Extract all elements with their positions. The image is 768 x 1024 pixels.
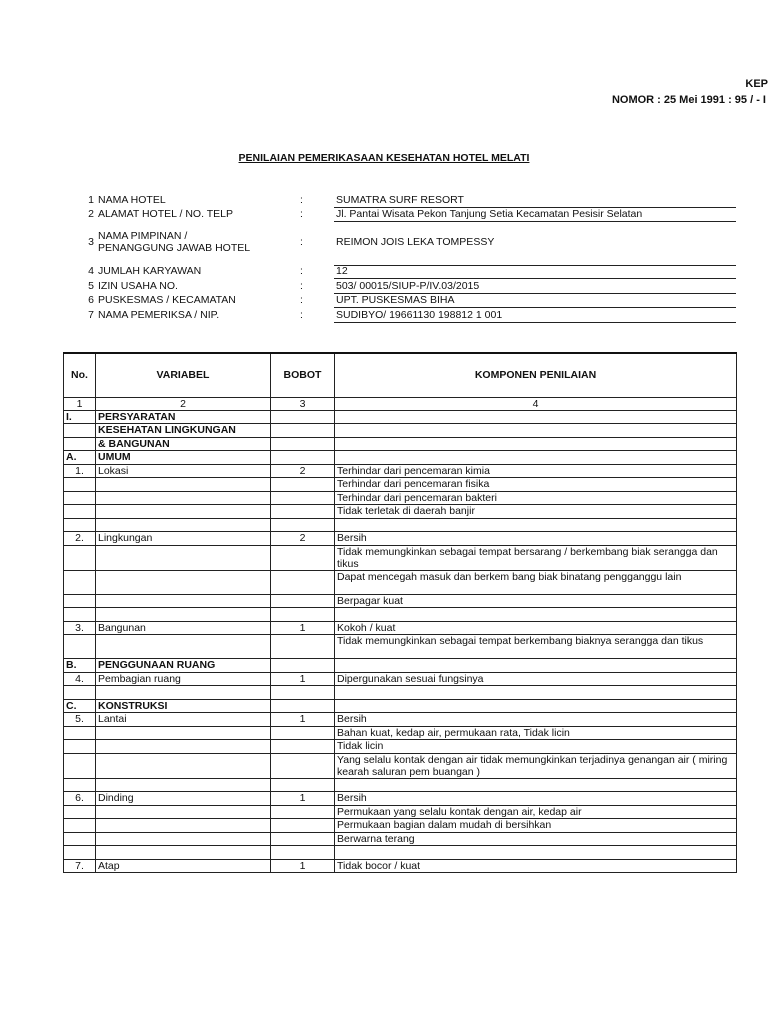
table-row <box>64 778 737 792</box>
cell-no <box>64 635 96 659</box>
cell-komponen: Dapat mencegah masuk dan berkem bang biak binatang pengganggu lain <box>335 570 737 594</box>
cell-variabel <box>96 778 271 792</box>
cell-bobot <box>271 778 335 792</box>
cell-bobot <box>271 424 335 438</box>
cell-komponen: Tidak memungkinkan sebagai tempat berkembang biaknya serangga dan tikus <box>335 635 737 659</box>
cell-variabel: Lingkungan <box>96 532 271 546</box>
cell-no <box>64 778 96 792</box>
assessment-table <box>63 352 737 873</box>
cell-no <box>64 753 96 778</box>
table-row <box>64 805 737 819</box>
table-row <box>64 713 737 727</box>
cell-no <box>64 437 96 451</box>
cell-bobot: 1 <box>271 859 335 873</box>
cell-komponen: Terhindar dari pencemaran fisika <box>335 478 737 492</box>
cell-komponen: Yang selalu kontak dengan air tidak memungkinkan terjadinya genangan air ( miring kearah saluran pem buangan ) <box>335 753 737 778</box>
cell-bobot <box>271 608 335 622</box>
underline <box>334 278 736 279</box>
cell-variabel <box>96 608 271 622</box>
cell-bobot <box>271 819 335 833</box>
cell-variabel: & BANGUNAN <box>96 437 271 451</box>
cell-variabel: KESEHATAN LINGKUNGAN <box>96 424 271 438</box>
info-colon: : <box>300 194 303 206</box>
cell-komponen: Tidak memungkinkan sebagai tempat bersarang / berkembang biak serangga dan tikus <box>335 545 737 570</box>
cell-komponen <box>335 424 737 438</box>
table-row <box>64 846 737 860</box>
table-row <box>64 699 737 713</box>
cell-komponen: Tidak bocor / kuat <box>335 859 737 873</box>
subheader-2: 2 <box>96 397 271 410</box>
cell-variabel <box>96 518 271 532</box>
table-row <box>64 545 737 570</box>
table-row <box>64 859 737 873</box>
cell-no: 2. <box>64 532 96 546</box>
cell-bobot <box>271 594 335 608</box>
info-num: 2 <box>88 208 94 220</box>
info-label-line2: PENANGGUNG JAWAB HOTEL <box>98 242 251 254</box>
cell-bobot <box>271 832 335 846</box>
cell-no <box>64 594 96 608</box>
cell-komponen <box>335 410 737 424</box>
cell-bobot: 1 <box>271 672 335 686</box>
underline <box>334 322 736 323</box>
info-value: Jl. Pantai Wisata Pekon Tanjung Setia Kecamatan Pesisir Selatan <box>336 208 643 220</box>
cell-bobot <box>271 686 335 700</box>
table-subheader-row <box>64 397 737 410</box>
cell-variabel: Lantai <box>96 713 271 727</box>
cell-bobot <box>271 545 335 570</box>
header-variabel: VARIABEL <box>96 353 271 397</box>
table-row <box>64 659 737 673</box>
cell-bobot: 2 <box>271 464 335 478</box>
cell-variabel: PERSYARATAN <box>96 410 271 424</box>
cell-variabel <box>96 635 271 659</box>
cell-komponen: Tidak licin <box>335 740 737 754</box>
table-row <box>64 570 737 594</box>
table-row <box>64 726 737 740</box>
info-value: 12 <box>336 265 348 277</box>
info-colon: : <box>300 280 303 292</box>
cell-no: 7. <box>64 859 96 873</box>
table-row <box>64 832 737 846</box>
underline <box>334 307 736 308</box>
cell-no: 3. <box>64 621 96 635</box>
cell-komponen <box>335 608 737 622</box>
cell-bobot <box>271 635 335 659</box>
table-row <box>64 594 737 608</box>
cell-komponen: Terhindar dari pencemaran kimia <box>335 464 737 478</box>
cell-variabel <box>96 570 271 594</box>
underline <box>334 221 736 222</box>
cell-komponen: Kokoh / kuat <box>335 621 737 635</box>
cell-bobot <box>271 410 335 424</box>
table-row <box>64 792 737 806</box>
info-num: 3 <box>88 236 94 248</box>
cell-no <box>64 478 96 492</box>
header-fragment: KEP <box>745 78 768 90</box>
table-row <box>64 424 737 438</box>
info-value: 503/ 00015/SIUP-P/IV.03/2015 <box>336 280 480 292</box>
cell-variabel <box>96 832 271 846</box>
page-title: PENILAIAN PEMERIKASAAN KESEHATAN HOTEL MELATI <box>238 152 530 164</box>
cell-no <box>64 805 96 819</box>
info-label: ALAMAT HOTEL / NO. TELP <box>98 208 233 220</box>
cell-variabel <box>96 686 271 700</box>
cell-no: 1. <box>64 464 96 478</box>
nomor-line: NOMOR : 25 Mei 1991 : 95 / - I <box>611 94 766 106</box>
cell-bobot <box>271 659 335 673</box>
table-row <box>64 686 737 700</box>
subheader-4: 4 <box>335 397 737 410</box>
cell-variabel <box>96 491 271 505</box>
subheader-1: 1 <box>64 397 96 410</box>
cell-no <box>64 424 96 438</box>
cell-komponen: Terhindar dari pencemaran bakteri <box>335 491 737 505</box>
info-colon: : <box>300 208 303 220</box>
table-row <box>64 621 737 635</box>
cell-komponen: Bahan kuat, kedap air, permukaan rata, Tidak licin <box>335 726 737 740</box>
cell-no <box>64 819 96 833</box>
info-num: 4 <box>88 265 94 277</box>
cell-no <box>64 505 96 519</box>
header-bobot: BOBOT <box>271 353 335 397</box>
table-row <box>64 608 737 622</box>
cell-variabel <box>96 846 271 860</box>
cell-bobot <box>271 437 335 451</box>
cell-variabel: Pembagian ruang <box>96 672 271 686</box>
cell-komponen: Dipergunakan sesuai fungsinya <box>335 672 737 686</box>
cell-bobot <box>271 451 335 465</box>
info-value: SUDIBYO/ 19661130 198812 1 001 <box>336 309 503 321</box>
cell-bobot: 1 <box>271 792 335 806</box>
cell-variabel: Bangunan <box>96 621 271 635</box>
cell-bobot <box>271 478 335 492</box>
cell-variabel: Dinding <box>96 792 271 806</box>
cell-no: A. <box>64 451 96 465</box>
info-colon: : <box>300 309 303 321</box>
cell-bobot <box>271 505 335 519</box>
cell-variabel <box>96 805 271 819</box>
info-label: NAMA PIMPINAN / <box>98 230 188 242</box>
table-body <box>64 410 737 873</box>
info-value: SUMATRA SURF RESORT <box>336 194 464 206</box>
info-label: NAMA PEMERIKSA / NIP. <box>98 309 220 321</box>
table-row <box>64 505 737 519</box>
cell-no: 6. <box>64 792 96 806</box>
cell-komponen: Bersih <box>335 713 737 727</box>
cell-variabel <box>96 505 271 519</box>
cell-komponen <box>335 686 737 700</box>
info-value: REIMON JOIS LEKA TOMPESSY <box>336 236 495 248</box>
cell-variabel <box>96 819 271 833</box>
cell-bobot <box>271 570 335 594</box>
table-row <box>64 464 737 478</box>
info-label: IZIN USAHA NO. <box>98 280 178 292</box>
header-no: No. <box>64 353 96 397</box>
cell-komponen <box>335 518 737 532</box>
cell-variabel: Atap <box>96 859 271 873</box>
table-row <box>64 437 737 451</box>
info-num: 1 <box>88 194 94 206</box>
cell-komponen <box>335 451 737 465</box>
cell-no: 4. <box>64 672 96 686</box>
cell-komponen <box>335 846 737 860</box>
cell-no <box>64 518 96 532</box>
cell-variabel: UMUM <box>96 451 271 465</box>
cell-bobot <box>271 740 335 754</box>
cell-komponen <box>335 659 737 673</box>
cell-bobot <box>271 491 335 505</box>
cell-komponen: Berpagar kuat <box>335 594 737 608</box>
cell-no <box>64 726 96 740</box>
cell-variabel: PENGGUNAAN RUANG <box>96 659 271 673</box>
cell-bobot: 2 <box>271 532 335 546</box>
cell-bobot <box>271 846 335 860</box>
info-colon: : <box>300 294 303 306</box>
info-colon: : <box>300 265 303 277</box>
table-row <box>64 518 737 532</box>
cell-komponen <box>335 699 737 713</box>
cell-bobot <box>271 699 335 713</box>
cell-komponen: Permukaan yang selalu kontak dengan air, kedap air <box>335 805 737 819</box>
cell-bobot <box>271 518 335 532</box>
cell-variabel <box>96 594 271 608</box>
cell-bobot <box>271 805 335 819</box>
table-row <box>64 753 737 778</box>
underline <box>334 265 736 266</box>
cell-variabel <box>96 753 271 778</box>
subheader-3: 3 <box>271 397 335 410</box>
cell-variabel <box>96 740 271 754</box>
cell-komponen: Bersih <box>335 792 737 806</box>
cell-komponen <box>335 437 737 451</box>
cell-variabel: KONSTRUKSI <box>96 699 271 713</box>
table-row <box>64 451 737 465</box>
cell-bobot <box>271 726 335 740</box>
cell-no <box>64 608 96 622</box>
info-num: 7 <box>88 309 94 321</box>
table-row <box>64 672 737 686</box>
table-row <box>64 635 737 659</box>
info-colon: : <box>300 236 303 248</box>
cell-komponen: Tidak terletak di daerah banjir <box>335 505 737 519</box>
table-row <box>64 819 737 833</box>
cell-no: 5. <box>64 713 96 727</box>
header-komponen: KOMPONEN PENILAIAN <box>335 353 737 397</box>
cell-no <box>64 491 96 505</box>
cell-bobot: 1 <box>271 713 335 727</box>
cell-komponen: Permukaan bagian dalam mudah di bersihkan <box>335 819 737 833</box>
table-row <box>64 532 737 546</box>
table-header-row <box>64 353 737 397</box>
table-row <box>64 410 737 424</box>
info-label: NAMA HOTEL <box>98 194 166 206</box>
info-label: JUMLAH KARYAWAN <box>98 265 202 277</box>
info-num: 5 <box>88 280 94 292</box>
cell-variabel <box>96 726 271 740</box>
cell-variabel: Lokasi <box>96 464 271 478</box>
cell-no <box>64 570 96 594</box>
cell-no <box>64 740 96 754</box>
cell-bobot: 1 <box>271 621 335 635</box>
cell-variabel <box>96 478 271 492</box>
cell-no <box>64 686 96 700</box>
cell-komponen: Berwarna terang <box>335 832 737 846</box>
cell-komponen: Bersih <box>335 532 737 546</box>
cell-no: I. <box>64 410 96 424</box>
info-label: PUSKESMAS / KECAMATAN <box>98 294 236 306</box>
table-row <box>64 478 737 492</box>
cell-no <box>64 545 96 570</box>
cell-variabel <box>96 545 271 570</box>
cell-no <box>64 832 96 846</box>
cell-no: B. <box>64 659 96 673</box>
cell-no <box>64 846 96 860</box>
cell-no: C. <box>64 699 96 713</box>
info-value: UPT. PUSKESMAS BIHA <box>336 294 455 306</box>
table-row <box>64 740 737 754</box>
cell-komponen <box>335 778 737 792</box>
cell-bobot <box>271 753 335 778</box>
info-num: 6 <box>88 294 94 306</box>
table-row <box>64 491 737 505</box>
